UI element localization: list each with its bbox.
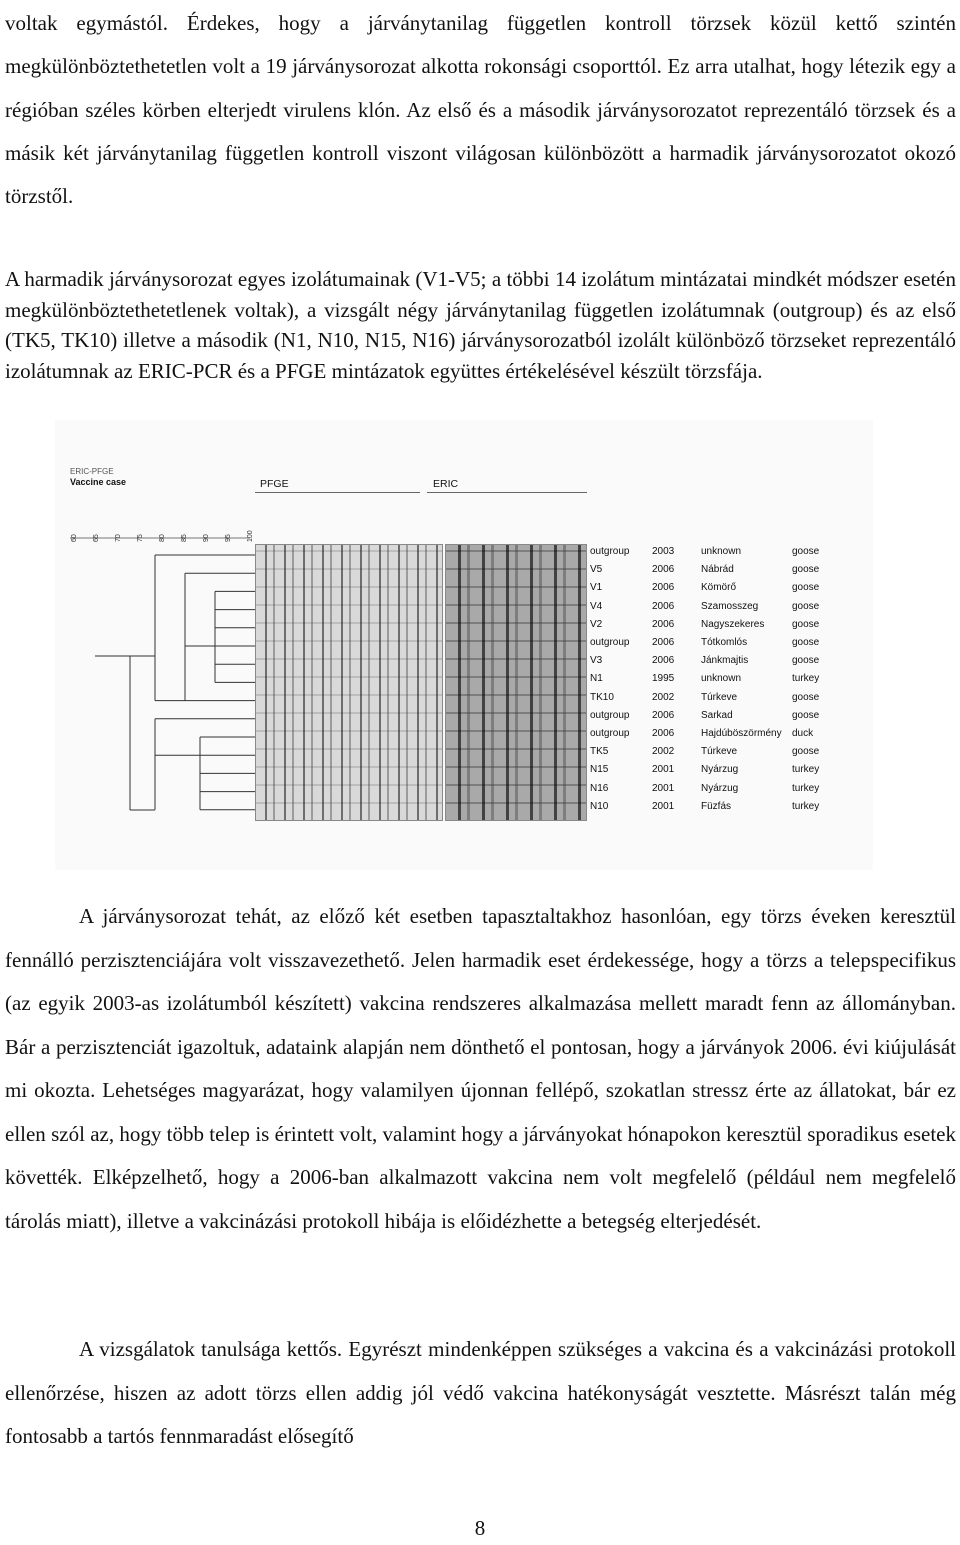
isolate-id: outgroup xyxy=(590,546,630,557)
isolate-host: goose xyxy=(792,691,820,703)
isolate-host: turkey xyxy=(792,764,820,776)
isolate-row xyxy=(590,619,870,637)
isolate-row xyxy=(590,582,870,600)
isolate-id: N15 xyxy=(590,764,609,776)
figure-method-label: ERIC-PFGE xyxy=(70,467,114,476)
isolate-id: V1 xyxy=(590,582,603,594)
scale-tick-label: 80 xyxy=(159,534,166,542)
dendrogram-figure xyxy=(55,420,873,870)
isolate-row xyxy=(590,783,870,801)
eric-title: ERIC xyxy=(433,478,459,490)
scale-tick-label: 65 xyxy=(93,534,100,542)
isolate-year: 2006 xyxy=(652,618,675,630)
isolate-host: turkey xyxy=(792,782,820,794)
isolate-id: V5 xyxy=(590,564,603,576)
isolate-row xyxy=(590,746,870,764)
isolate-year: 2001 xyxy=(652,764,675,776)
paragraph-1: voltak egymástól. Érdekes, hogy a járványtanilag független kontroll törzsek közül kettő szintén megkülönböztethetetlen volt a 19 járványsorozat alkotta rokonsági csoporttól. Ez arra utalhat, hogy létezik egy a régióban széles körben elterjedt virulens klón. Az első és a második járványsorozatot reprezentáló törzsek és a másik két járványtanilag független kontroll viszont világosan különbözött a harmadik járványsorozatot okozó törzstől. xyxy=(5,11,956,209)
pfge-rule xyxy=(255,492,420,493)
isolate-year: 2001 xyxy=(652,800,675,812)
isolate-host: goose xyxy=(792,600,820,612)
isolate-id: outgroup xyxy=(590,728,630,739)
isolate-location: Füzfás xyxy=(701,800,732,812)
scale-tick-label: 100 xyxy=(247,530,254,542)
isolate-year: 2006 xyxy=(652,582,675,594)
isolate-location: Nagyszekeres xyxy=(701,618,765,630)
isolate-year: 2006 xyxy=(652,637,675,648)
isolate-location: unknown xyxy=(701,546,742,557)
isolate-id: outgroup xyxy=(590,637,630,648)
isolate-row xyxy=(590,710,870,728)
isolate-id: outgroup xyxy=(590,709,630,721)
page-number: 8 xyxy=(474,1516,486,1540)
isolate-id: V3 xyxy=(590,655,603,667)
isolate-row xyxy=(590,601,870,619)
isolate-year: 2006 xyxy=(652,655,675,667)
isolate-location: Sarkad xyxy=(701,709,733,721)
isolate-id: N16 xyxy=(590,782,609,794)
isolate-year: 2006 xyxy=(652,709,675,721)
isolate-host: turkey xyxy=(792,673,820,685)
isolate-row xyxy=(590,637,870,655)
isolate-year: 1995 xyxy=(652,673,675,685)
isolate-location: Túrkeve xyxy=(701,691,738,703)
isolate-location: Túrkeve xyxy=(701,746,738,758)
isolate-year: 2003 xyxy=(652,546,675,557)
scale-tick-label: 85 xyxy=(181,534,188,542)
isolate-row xyxy=(590,673,870,691)
isolate-host: goose xyxy=(792,637,820,648)
isolate-location: Tótkomlós xyxy=(701,637,748,648)
isolate-id: N10 xyxy=(590,800,609,812)
isolate-year: 2006 xyxy=(652,564,675,576)
isolate-id: TK10 xyxy=(590,691,614,703)
isolate-row xyxy=(590,728,870,746)
isolate-row xyxy=(590,546,870,564)
isolate-year: 2001 xyxy=(652,782,675,794)
pfge-title: PFGE xyxy=(260,478,289,490)
paragraph-4: A vizsgálatok tanulsága kettős. Egyrészt mindenképpen szükséges a vakcina és a vakcinázási protokoll ellenőrzése, hiszen az adott törzs ellen addig jól védő vakcina hatékonyságát vesztette. Másrészt talán még fontosabb a tartós fennmaradást elősegítő xyxy=(5,1337,956,1448)
scale-tick-label: 95 xyxy=(225,534,232,542)
isolate-location: Nábrád xyxy=(701,564,734,576)
isolate-year: 2006 xyxy=(652,728,675,739)
isolate-id: N1 xyxy=(590,673,603,685)
isolate-row xyxy=(590,692,870,710)
pfge-gel-image xyxy=(255,544,443,821)
isolate-host: duck xyxy=(792,728,814,739)
isolate-host: goose xyxy=(792,746,820,758)
isolate-host: goose xyxy=(792,582,820,594)
isolate-host: goose xyxy=(792,564,820,576)
scale-tick-label: 70 xyxy=(115,534,122,542)
isolate-id: V2 xyxy=(590,618,603,630)
isolate-location: Jánkmajtis xyxy=(701,655,749,667)
paragraph-3: A járványsorozat tehát, az előző két esetben tapasztaltakhoz hasonlóan, egy törzs éveken keresztül fennálló perzisztenciájára volt visszavezethető. Jelen harmadik eset érdekessége, hogy a törzs a telepspecifikus (az egyik 2003-as izolátumból készített) vakcina rendszeres alkalmazása mellett maradt fenn az állományban. Bár a perzisztenciát igazoltuk, adataink alapján nem dönthető el pontosan, hogy a járványok 2006. évi kiújulását mi okozta. Lehetséges magyarázat, hogy valamilyen újonnan fellépő, szokatlan stressz érte az állatokat, bár ez ellen szól az, hogy több telep is érintett volt, valamint hogy a járványokat hónapokon keresztül sporadikus esetek követték. Elképzelhető, hogy a 2006-ban alkalmazott vakcina nem volt megfelelő (például nem megfelelő tárolás miatt), illetve a vakcinázási protokoll hibája is előidézhette a betegség elterjedését. xyxy=(5,904,956,1233)
isolate-row xyxy=(590,564,870,582)
isolate-row xyxy=(590,764,870,782)
isolate-location: Szamosszeg xyxy=(701,600,759,612)
isolate-host: goose xyxy=(792,709,820,721)
isolate-id: TK5 xyxy=(590,746,609,758)
isolate-year: 2006 xyxy=(652,600,675,612)
isolate-year: 2002 xyxy=(652,746,675,758)
scale-tick-label: 60 xyxy=(71,534,78,542)
scale-tick-label: 90 xyxy=(203,534,210,542)
isolate-location: unknown xyxy=(701,673,742,685)
eric-rule xyxy=(427,492,587,493)
figure-caption: A harmadik járványsorozat egyes izolátumainak (V1-V5; a többi 14 izolátum mintázatai mindkét módszer esetén megkülönböztethetetlenek voltak), a vizsgált négy járványtanilag független izolátumnak (outgroup) és az első (TK5, TK10) illetve a második (N1, N10, N15, N16) járványsorozatból izolált különböző törzseket reprezentáló izolátumnak az ERIC-PCR és a PFGE mintázatok együttes értékelésével készült törzsfája. xyxy=(5,267,956,383)
isolate-location: Nyárzug xyxy=(701,782,739,794)
scale-tick-label: 75 xyxy=(137,534,144,542)
figure-case-label: Vaccine case xyxy=(70,477,127,487)
dendrogram-tree xyxy=(55,420,255,840)
isolate-year: 2002 xyxy=(652,691,675,703)
isolate-host: turkey xyxy=(792,800,820,812)
isolate-location: Kömörő xyxy=(701,582,737,594)
isolate-location: Nyárzug xyxy=(701,764,739,776)
isolate-host: goose xyxy=(792,546,820,557)
eric-gel-image xyxy=(445,544,587,821)
isolate-host: goose xyxy=(792,655,820,667)
isolate-row xyxy=(590,801,870,819)
isolate-id: V4 xyxy=(590,600,603,612)
isolate-location: Hajdúböszörmény xyxy=(701,728,782,739)
isolate-row xyxy=(590,655,870,673)
isolate-host: goose xyxy=(792,618,820,630)
